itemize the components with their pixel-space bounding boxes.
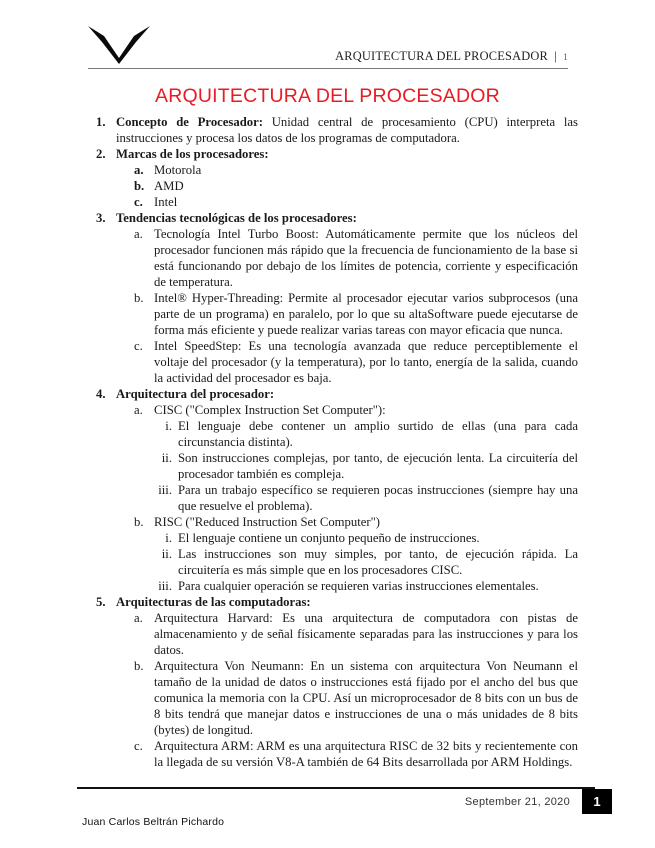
section-number: 1.: [96, 115, 106, 129]
item-roman: i.: [165, 419, 172, 433]
item-text: Arquitectura ARM: ARM es una arquitectura RISC de 32 bits y recientemente con la llegada de su versión V8-A también de 64 Bits desarrollada por ARM Holdings.: [154, 739, 578, 769]
list-item: [96, 658, 578, 738]
item-text: Intel SpeedStep: Es una tecnología avanzada que reduce perceptiblemente el voltaje del procesador (y la temperatura), por lo tanto, energía de la salida, cuando la actividad del procesador es baja.: [154, 339, 578, 385]
item-letter: a.: [134, 611, 143, 625]
item-roman: iii.: [158, 483, 172, 497]
item-text: Motorola: [154, 163, 202, 177]
item-text: CISC ("Complex Instruction Set Computer"):: [154, 403, 386, 417]
header-page-number: 1: [563, 52, 568, 62]
item-roman: i.: [165, 531, 172, 545]
section-3: [96, 210, 578, 226]
section-heading: Arquitectura del procesador:: [116, 387, 275, 401]
header-rule: [88, 68, 568, 69]
item-letter: c.: [134, 339, 143, 353]
item-letter: a.: [134, 227, 143, 241]
section-number: 5.: [96, 595, 106, 609]
list-item: [96, 610, 578, 658]
item-letter: b.: [134, 291, 144, 305]
item-text: Son instrucciones complejas, por tanto, de ejecución lenta. La circuitería del procesador también es compleja.: [178, 451, 578, 481]
sub-list-item: [96, 450, 578, 482]
running-header: [335, 49, 568, 64]
item-letter: b.: [134, 659, 144, 673]
list-item: [96, 402, 578, 418]
section-4: [96, 386, 578, 402]
item-roman: iii.: [158, 579, 172, 593]
item-text: Para cualquier operación se requieren varias instrucciones elementales.: [178, 579, 539, 593]
list-item: [96, 162, 578, 178]
item-letter: b.: [134, 179, 145, 193]
section-5: [96, 594, 578, 610]
item-text: AMD: [154, 179, 184, 193]
section-number: 4.: [96, 387, 106, 401]
section-number: 2.: [96, 147, 106, 161]
footer-rule: [77, 787, 595, 789]
item-text: El lenguaje contiene un conjunto pequeño de instrucciones.: [178, 531, 480, 545]
footer-page-number: 1: [582, 789, 612, 814]
list-item: [96, 338, 578, 386]
item-text: RISC ("Reduced Instruction Set Computer"): [154, 515, 381, 529]
list-item: [96, 226, 578, 290]
item-text: El lenguaje debe contener un amplio surtido de ellas (una para cada circunstancia distinta).: [178, 419, 578, 449]
item-roman: ii.: [161, 451, 172, 465]
item-text: Arquitectura Von Neumann: En un sistema con arquitectura Von Neumann el tamaño de la unidad de datos o instrucciones está fijado por el ancho del bus que comunica la memoria con la CPU. Así un microprocesador de 8 bits con un bus de 8 bits tendrá que manejar datos e instrucciones de una o más unidades de 8 bits (bytes) de longitud.: [154, 659, 578, 737]
header-title: ARQUITECTURA DEL PROCESADOR: [335, 49, 548, 63]
item-letter: a.: [134, 163, 144, 177]
logo-icon: [86, 24, 152, 64]
section-heading: Marcas de los procesadores:: [116, 147, 269, 161]
item-text: Intel: [154, 195, 178, 209]
footer-author: Juan Carlos Beltrán Pichardo: [82, 816, 225, 828]
item-roman: ii.: [161, 547, 172, 561]
section-2: [96, 146, 578, 162]
item-text: Para un trabajo específico se requieren pocas instrucciones (siempre hay una que resuelve el problema).: [178, 483, 578, 513]
section-text: Unidad central de procesamiento (CPU) interpreta las instrucciones y procesa los datos de los programas de computadora.: [116, 115, 578, 145]
item-letter: b.: [134, 515, 144, 529]
item-text: Tecnología Intel Turbo Boost: Automáticamente permite que los núcleos del procesador funcionen más rápido que la frecuencia de funcionamiento de la base si está funcionando por debajo de los límites de potencia, corriente y especificación de temperatura.: [154, 227, 578, 289]
item-letter: a.: [134, 403, 143, 417]
item-letter: c.: [134, 739, 143, 753]
item-text: Las instrucciones son muy simples, por tanto, de ejecución rápida. La circuitería es más simple que en los procesadores CISC.: [178, 547, 578, 577]
list-item: [96, 290, 578, 338]
list-item: [96, 738, 578, 770]
document-body: [96, 114, 578, 770]
footer-date: September 21, 2020: [464, 796, 570, 808]
section-heading: Arquitecturas de las computadoras:: [116, 595, 311, 609]
header-separator: |: [554, 49, 557, 63]
section-1: [96, 114, 578, 146]
item-text: Intel® Hyper-Threading: Permite al procesador ejecutar varios subprocesos (una parte de un programa) en paralelo, por lo que su altaSoftware puede ejecutarse de forma más eficiente y puede realizar varias tareas con mayor eficacia que nunca.: [154, 291, 578, 337]
sub-list-item: [96, 578, 578, 594]
document-title: ARQUITECTURA DEL PROCESADOR: [155, 85, 500, 107]
sub-list-item: [96, 418, 578, 450]
sub-list-item: [96, 482, 578, 514]
section-heading: Tendencias tecnológicas de los procesadores:: [116, 211, 357, 225]
sub-list-item: [96, 530, 578, 546]
section-number: 3.: [96, 211, 106, 225]
list-item: [96, 194, 578, 210]
list-item: [96, 178, 578, 194]
list-item: [96, 514, 578, 530]
item-letter: c.: [134, 195, 143, 209]
section-heading: Concepto de Procesador:: [116, 115, 263, 129]
item-text: Arquitectura Harvard: Es una arquitectura de computadora con pistas de almacenamiento y de señal físicamente separadas para las instrucciones y para los datos.: [154, 611, 578, 657]
sub-list-item: [96, 546, 578, 578]
